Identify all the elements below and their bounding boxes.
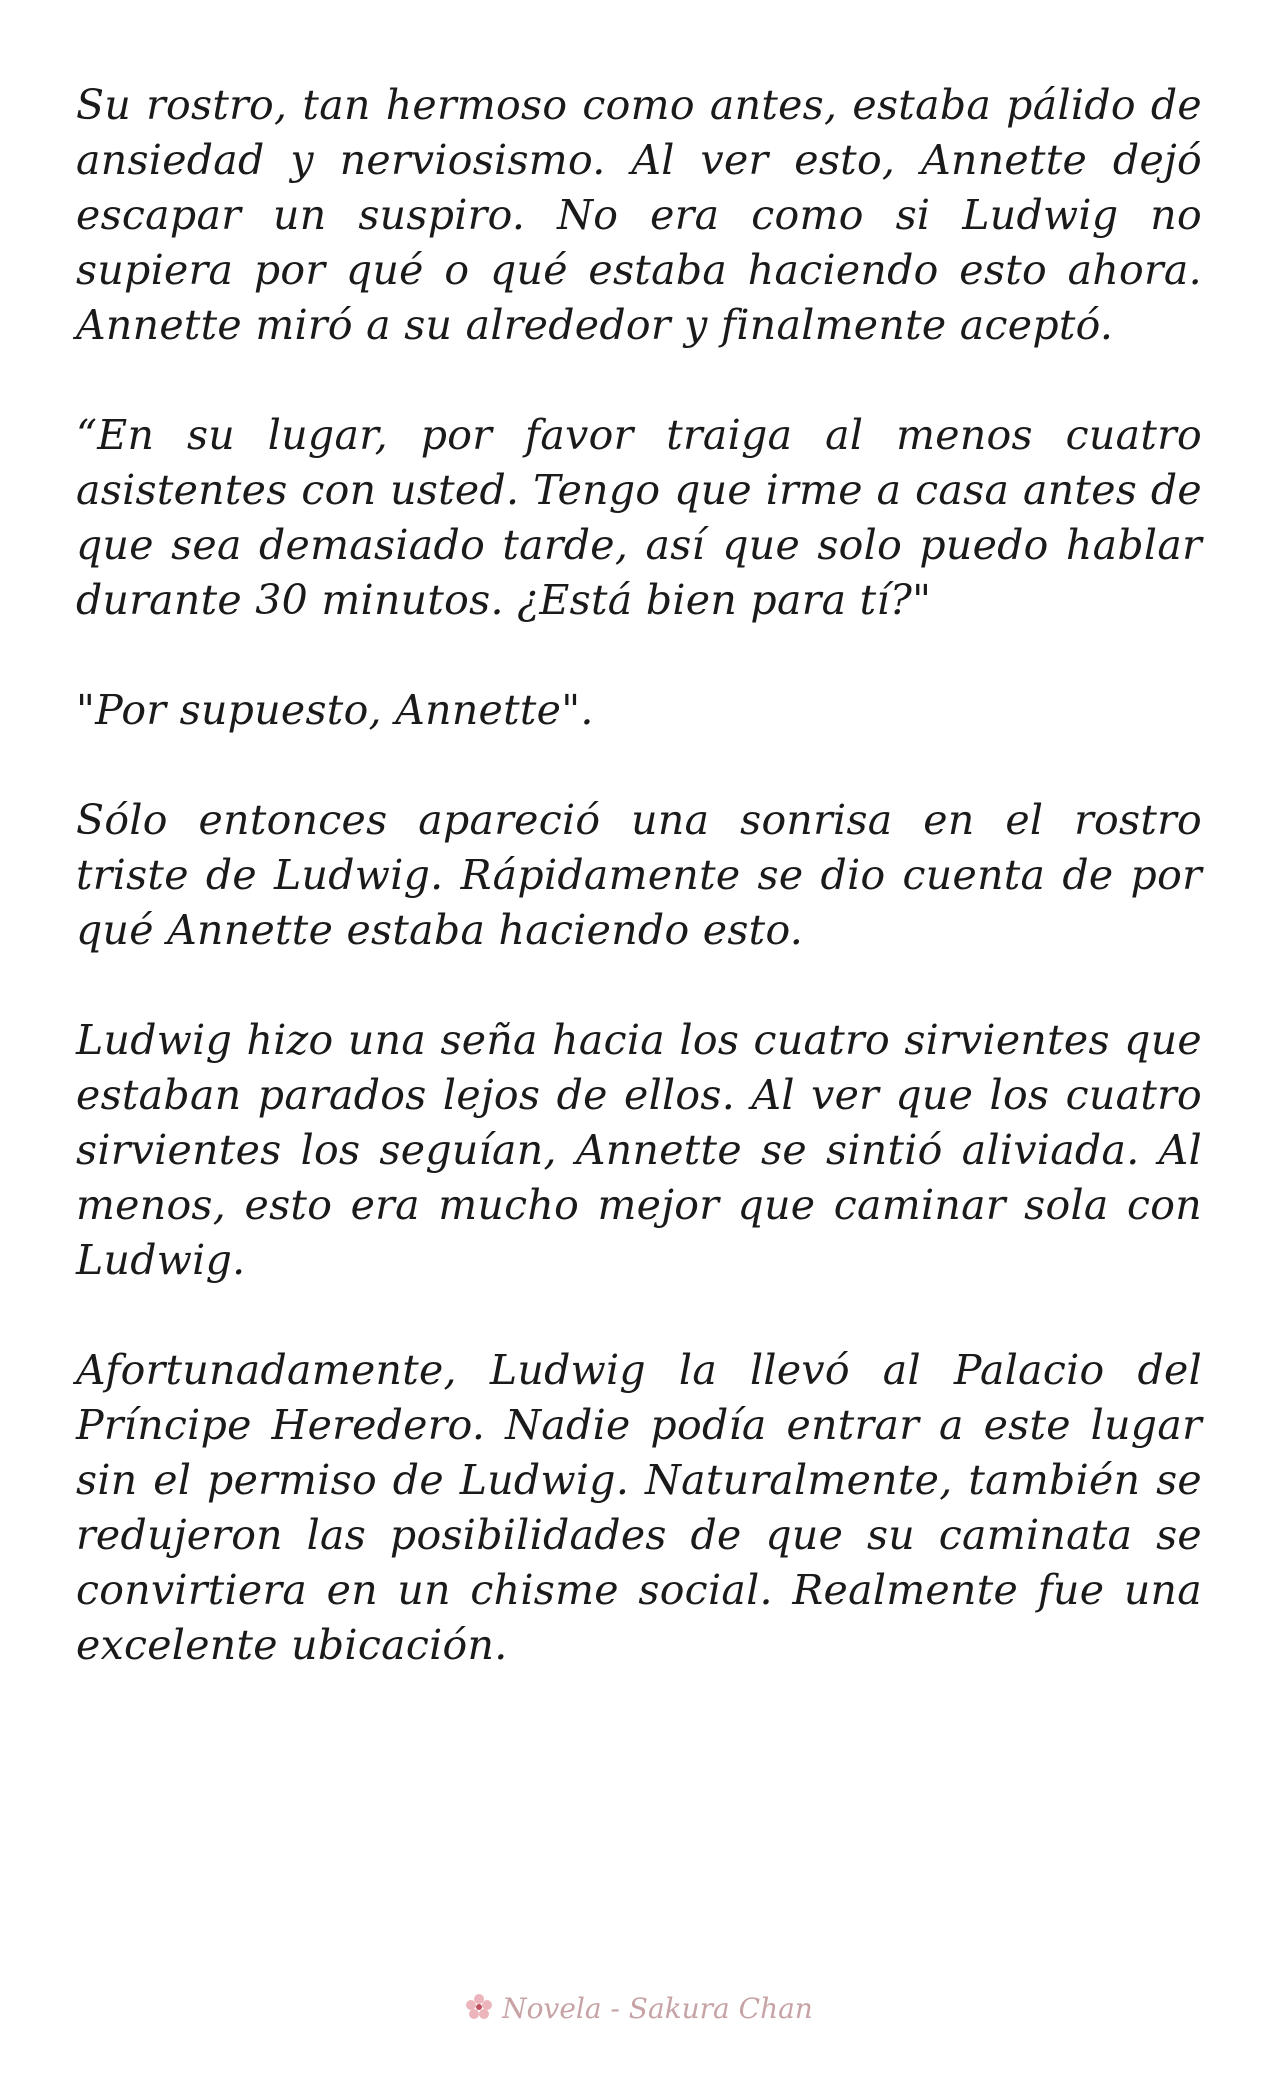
paragraph-4: Sólo entonces apareció una sonrisa en el rostro triste de Ludwig. Rápidamente se dio cuenta de por qué Annette estaba haciendo esto. bbox=[76, 796, 1202, 954]
sakura-flower-icon bbox=[462, 1990, 496, 2024]
watermark-text: Novela - Sakura Chan bbox=[502, 1992, 813, 2025]
document-body bbox=[76, 78, 1202, 1728]
paragraph-1: Su rostro, tan hermoso como antes, estaba pálido de ansiedad y nerviosismo. Al ver esto, Annette dejó escapar un suspiro. No era como si Ludwig no supiera por qué o qué estaba haciendo esto ahora. Annette miró a su alrededor y finalmente aceptó. bbox=[76, 81, 1202, 349]
paragraph-2: “En su lugar, por favor traiga al menos cuatro asistentes con usted. Tengo que irme a casa antes de que sea demasiado tarde, así que solo puedo hablar durante 30 minutos. ¿Está bien para tí?" bbox=[76, 411, 1202, 624]
watermark-footer bbox=[0, 1990, 1275, 2025]
paragraph-3: "Por supuesto, Annette". bbox=[76, 686, 594, 734]
paragraph-5: Ludwig hizo una seña hacia los cuatro sirvientes que estaban parados lejos de ellos. Al ver que los cuatro sirvientes los seguían, Annette se sintió aliviada. Al menos, esto era mucho mejor que caminar sola con Ludwig. bbox=[76, 1016, 1202, 1284]
paragraph-6: Afortunadamente, Ludwig la llevó al Palacio del Príncipe Heredero. Nadie podía entrar a este lugar sin el permiso de Ludwig. Naturalmente, también se redujeron las posibilidades de que su caminata se convirtiera en un chisme social. Realmente fue una excelente ubicación. bbox=[76, 1346, 1202, 1669]
